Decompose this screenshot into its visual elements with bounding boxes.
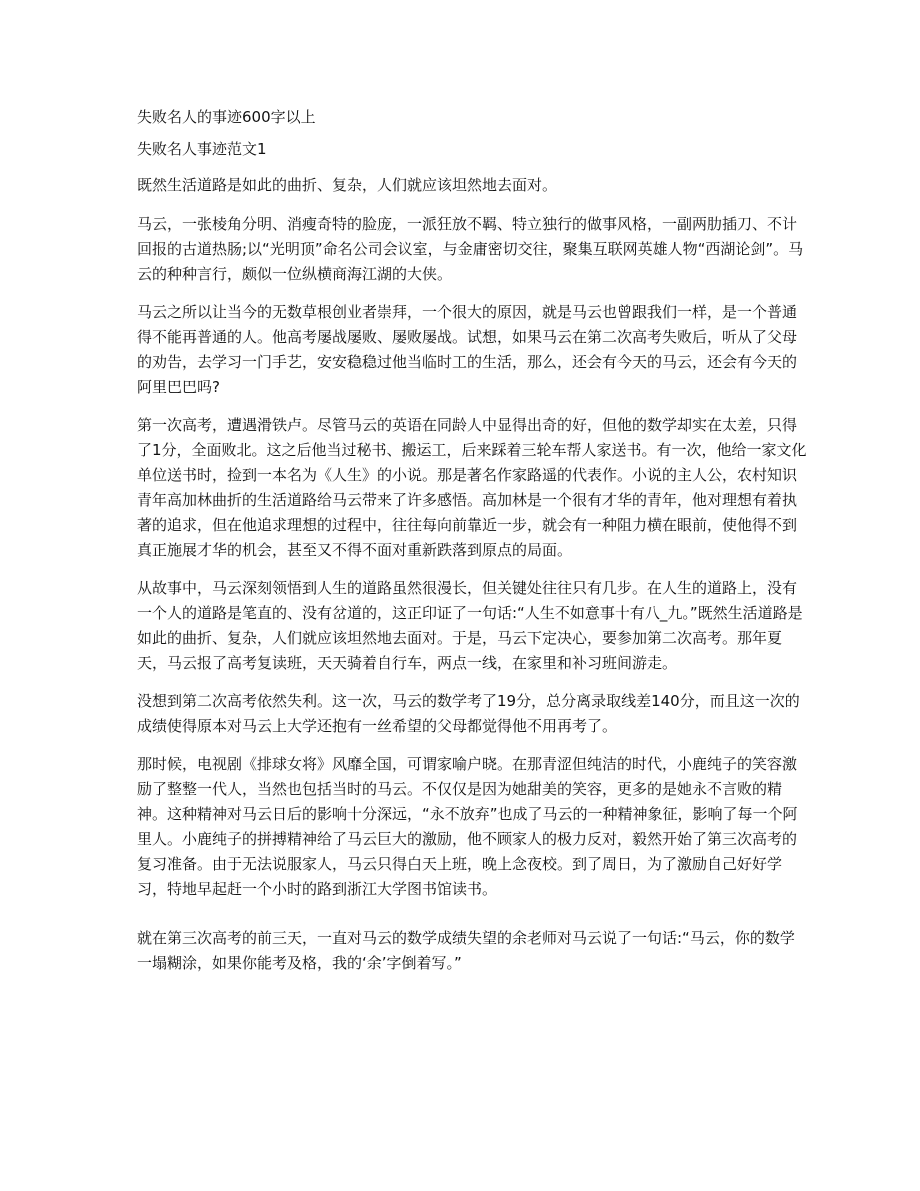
paragraph-4: 从故事中，马云深刻领悟到人生的道路虽然很漫长，但关键处往往只有几步。在人生的道路上，没有一个人的道路是笔直的、没有岔道的，这正印证了一句话:“人生不如意事十有八_九。”既然生活道路是如此的曲折、复杂，人们就应该坦然地去面对。于是，马云下定决心，要参加第二次高考。那年夏天，马云报了高考复读班，天天骑着自行车，两点一线，在家里和补习班间游走。: [137, 579, 803, 672]
paragraph-3: 第一次高考，遭遇滑铁卢。尽管马云的英语在同龄人中显得出奇的好，但他的数学却实在太差，只得了1分，全面败北。这之后他当过秘书、搬运工，后来踩着三轮车帮人家送书。有一次，他给一家文化单位送书时，捡到一本名为《人生》的小说。那是著名作家路遥的代表作。小说的主人公，农村知识青年高加林曲折的生活道路给马云带来了许多感悟。高加林是一个很有才华的青年，他对理想有着执著的追求，但在他追求理想的过程中，往往每向前靠近一步，就会有一种阻力横在眼前，使他得不到真正施展才华的机会，甚至又不得不面对重新跌落到原点的局面。: [137, 416, 807, 559]
paragraph-6: 那时候，电视剧《排球女将》风靡全国，可谓家喻户晓。在那青涩但纯洁的时代，小鹿纯子的笑容激励了整整一代人，当然也包括当时的马云。不仅仅是因为她甜美的笑容，更多的是她永不言败的精神。这种精神对马云日后的影响十分深远，“永不放弃”也成了马云的一种精神象征，影响了每一个阿里人。小鹿纯子的拼搏精神给了马云巨大的激励，他不顾家人的极力反对，毅然开始了第三次高考的复习准备。由于无法说服家人，马云只得白天上班，晚上念夜校。到了周日，为了激励自己好好学习，特地早起赶一个小时的路到浙江大学图书馆读书。: [137, 755, 798, 898]
document-title: 失败名人的事迹600字以上: [137, 108, 316, 126]
paragraph-5: 没想到第二次高考依然失利。这一次，马云的数学考了19分，总分离录取线差140分，而且这一次的成绩使得原本对马云上大学还抱有一丝希望的父母都觉得他不用再考了。: [137, 692, 800, 735]
paragraph-7: 就在第三次高考的前三天，一直对马云的数学成绩失望的余老师对马云说了一句话:“马云，你的数学一塌糊涂，如果你能考及格，我的‘余’字倒着写。”: [137, 929, 795, 972]
paragraph-intro: 既然生活道路是如此的曲折、复杂，人们就应该坦然地去面对。: [137, 176, 558, 194]
document-subtitle: 失败名人事迹范文1: [137, 140, 267, 158]
paragraph-1: 马云，一张棱角分明、消瘦奇特的脸庞，一派狂放不羁、特立独行的做事风格，一副两肋插刀、不计回报的古道热肠;以“光明顶”命名公司会议室，与金庸密切交往，聚集互联网英雄人物“西湖论剑”。马云的种种言行，颇似一位纵横商海江湖的大侠。: [137, 215, 804, 283]
paragraph-2: 马云之所以让当今的无数草根创业者崇拜，一个很大的原因，就是马云也曾跟我们一样，是一个普通得不能再普通的人。他高考屡战屡败、屡败屡战。试想，如果马云在第二次高考失败后，听从了父母的劝告，去学习一门手艺，安安稳稳过他当临时工的生活，那么，还会有今天的马云，还会有今天的阿里巴巴吗?: [137, 303, 798, 396]
